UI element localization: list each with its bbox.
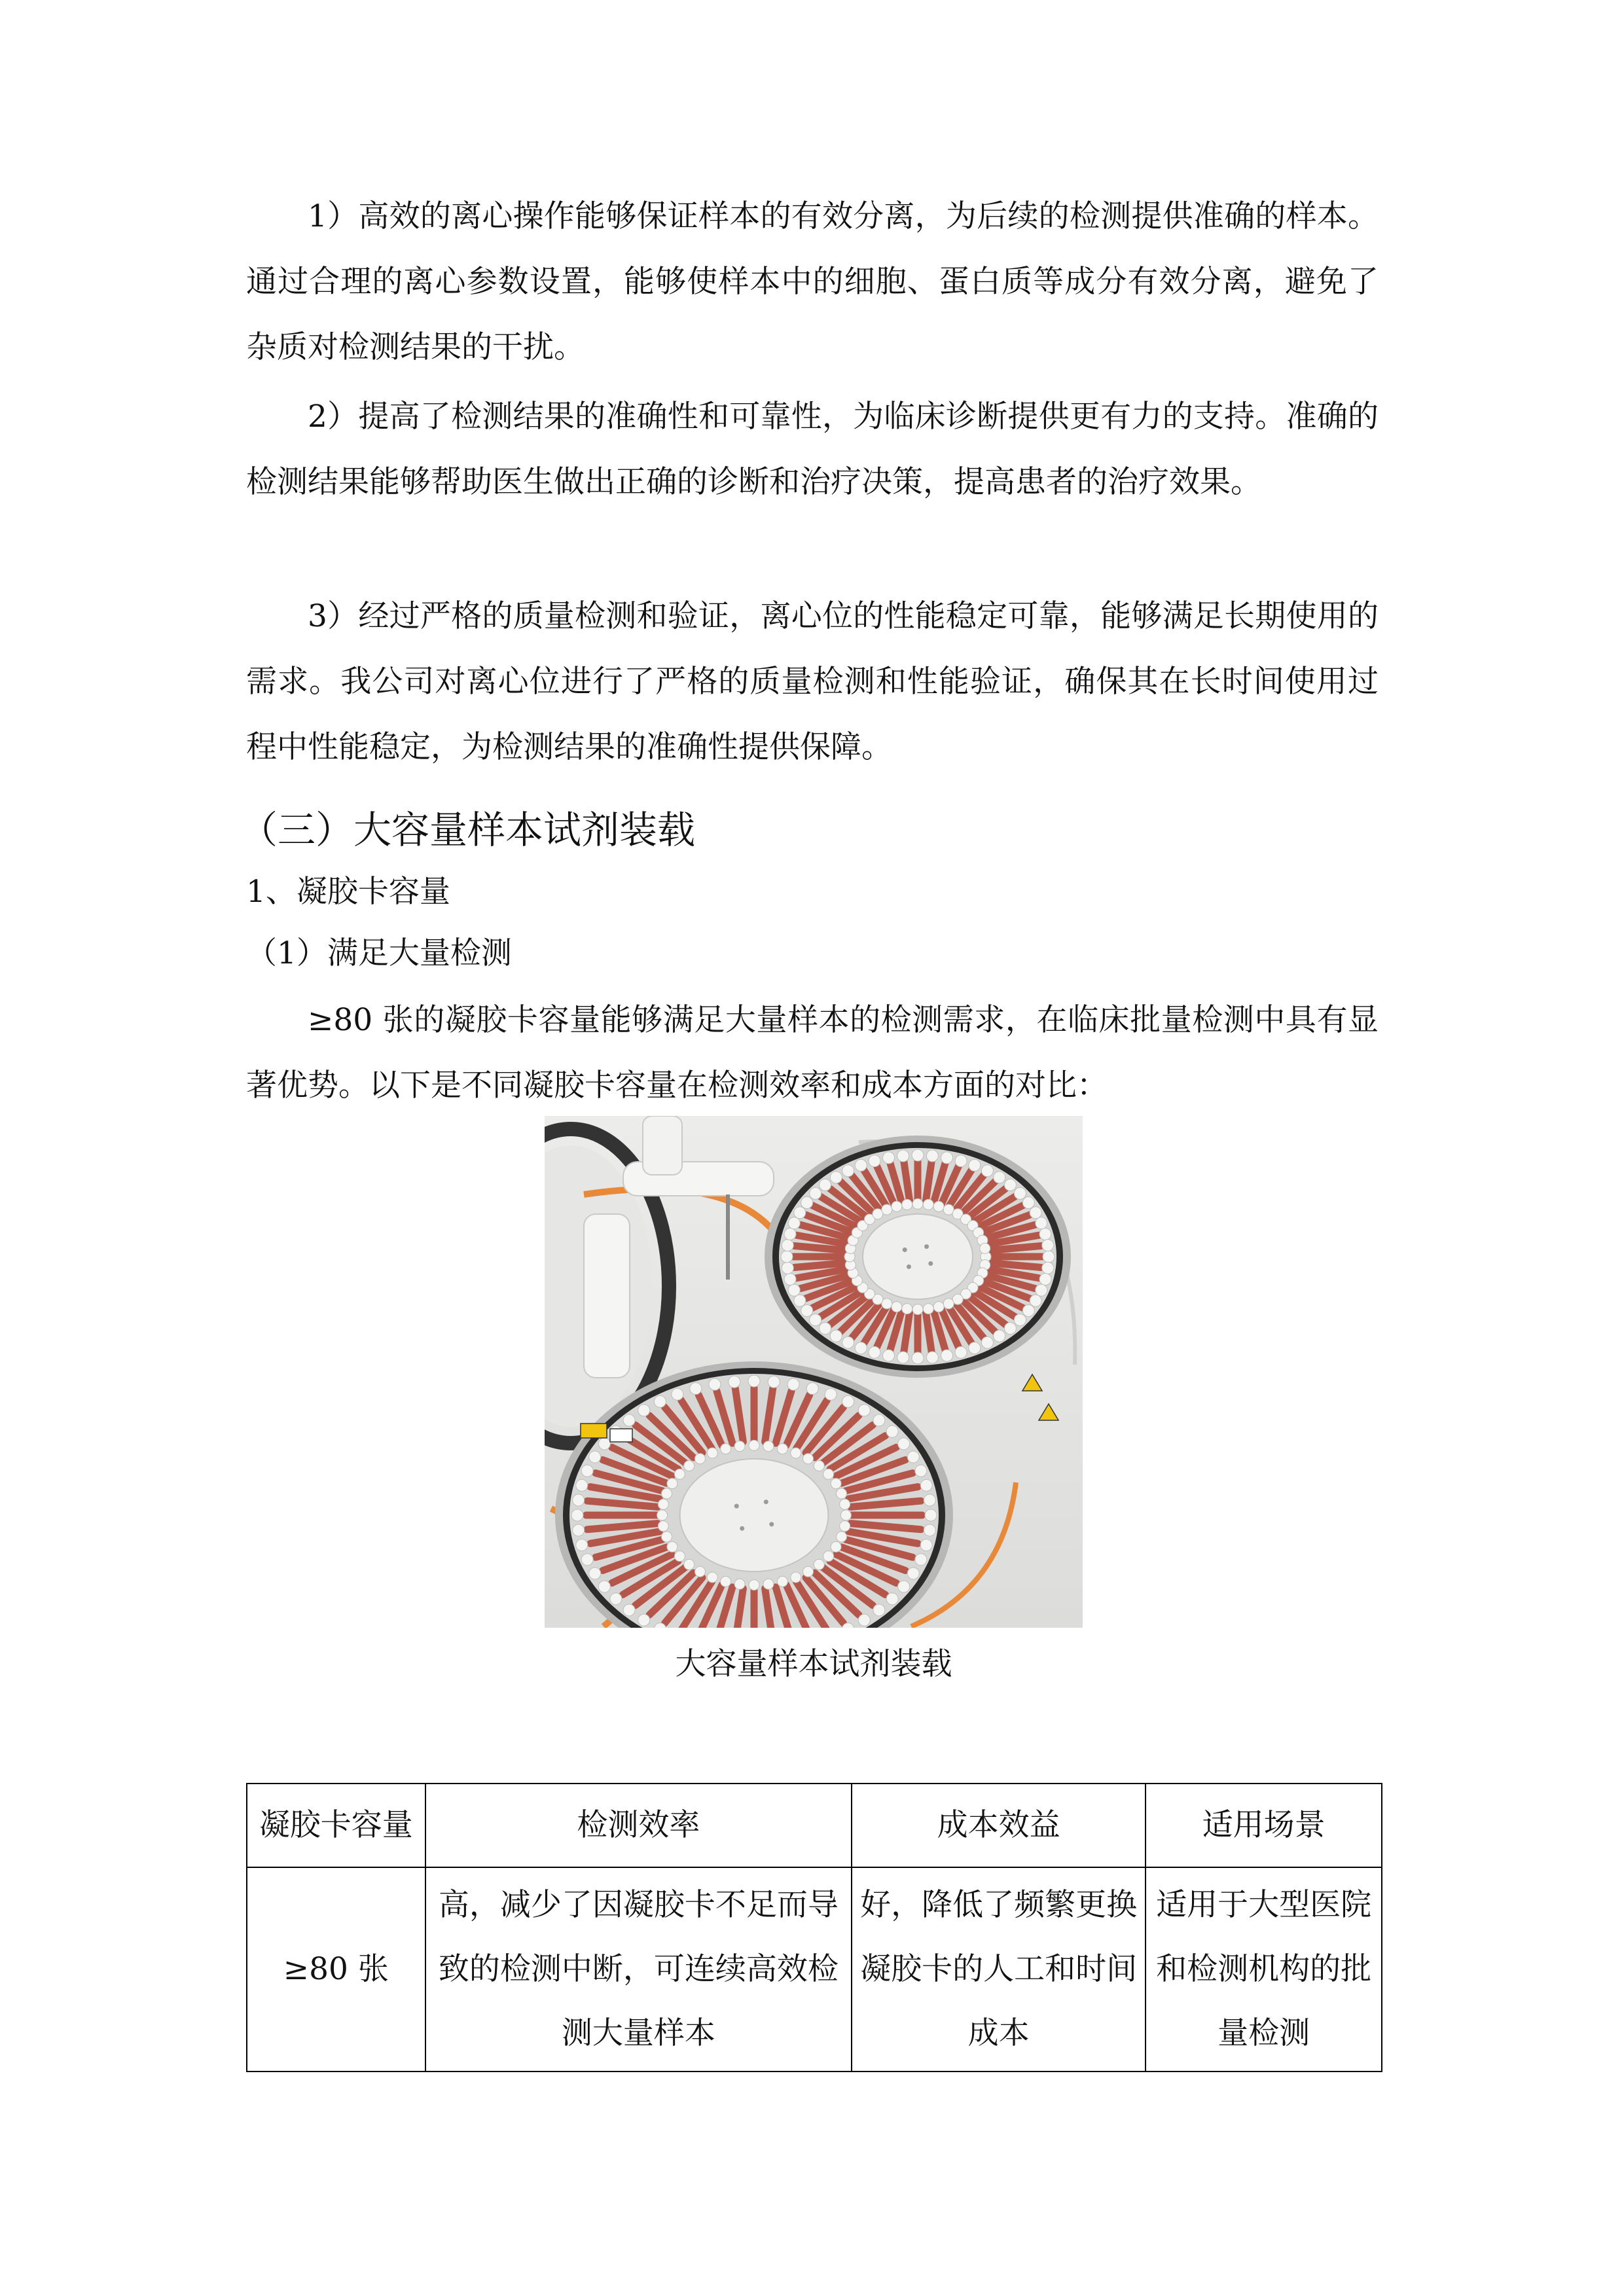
paragraph-2: 2）提高了检测结果的准确性和可靠性，为临床诊断提供更有力的支持。准确的检测结果能够帮助医生做出正确的诊断和治疗决策，提高患者的治疗效果。 xyxy=(246,399,1379,500)
paragraph-1: 1）高效的离心操作能够保证样本的有效分离，为后续的检测提供准确的样本。通过合理的离心参数设置，能够使样本中的细胞、蛋白质等成分有效分离，避免了杂质对检测结果的干扰。 xyxy=(246,198,1379,365)
figure-caption: 大容量样本试剂装载 xyxy=(675,1646,952,1682)
table-header-cell: 适用场景 xyxy=(1146,1784,1382,1867)
table-cell: 好，降低了频繁更换凝胶卡的人工和时间成本 xyxy=(852,1867,1146,2072)
capacity-comparison-table xyxy=(246,1783,1382,2072)
table-cell: 适用于大型医院和检测机构的批量检测 xyxy=(1146,1867,1382,2072)
table-header-cell: 凝胶卡容量 xyxy=(247,1784,425,1867)
reagent-carousel-upper xyxy=(765,1136,1071,1378)
item-heading: （1）满足大量检测 xyxy=(246,935,512,971)
paragraph-3: 3）经过严格的质量检测和验证，离心位的性能稳定可靠，能够满足长期使用的需求。我公司对离心位进行了严格的质量检测和性能验证，确保其在长时间使用过程中性能稳定，为检测结果的准确性提供保障。 xyxy=(246,598,1379,765)
section-heading: （三）大容量样本试剂装载 xyxy=(240,808,696,852)
table-row xyxy=(247,1867,1382,2072)
table-header-cell: 成本效益 xyxy=(852,1784,1146,1867)
sample-loading-figure xyxy=(545,1116,1083,1628)
subsection-heading: 1、凝胶卡容量 xyxy=(246,874,450,910)
paragraph-4: ≥80 张的凝胶卡容量能够满足大量样本的检测需求，在临床批量检测中具有显著优势。以下是不同凝胶卡容量在检测效率和成本方面的对比： xyxy=(246,1002,1379,1103)
table-header-row xyxy=(247,1784,1382,1867)
table-cell: ≥80 张 xyxy=(247,1867,425,2072)
table-cell: 高，减少了因凝胶卡不足而导致的检测中断，可连续高效检测大量样本 xyxy=(425,1867,852,2072)
table-header-cell: 检测效率 xyxy=(425,1784,852,1867)
